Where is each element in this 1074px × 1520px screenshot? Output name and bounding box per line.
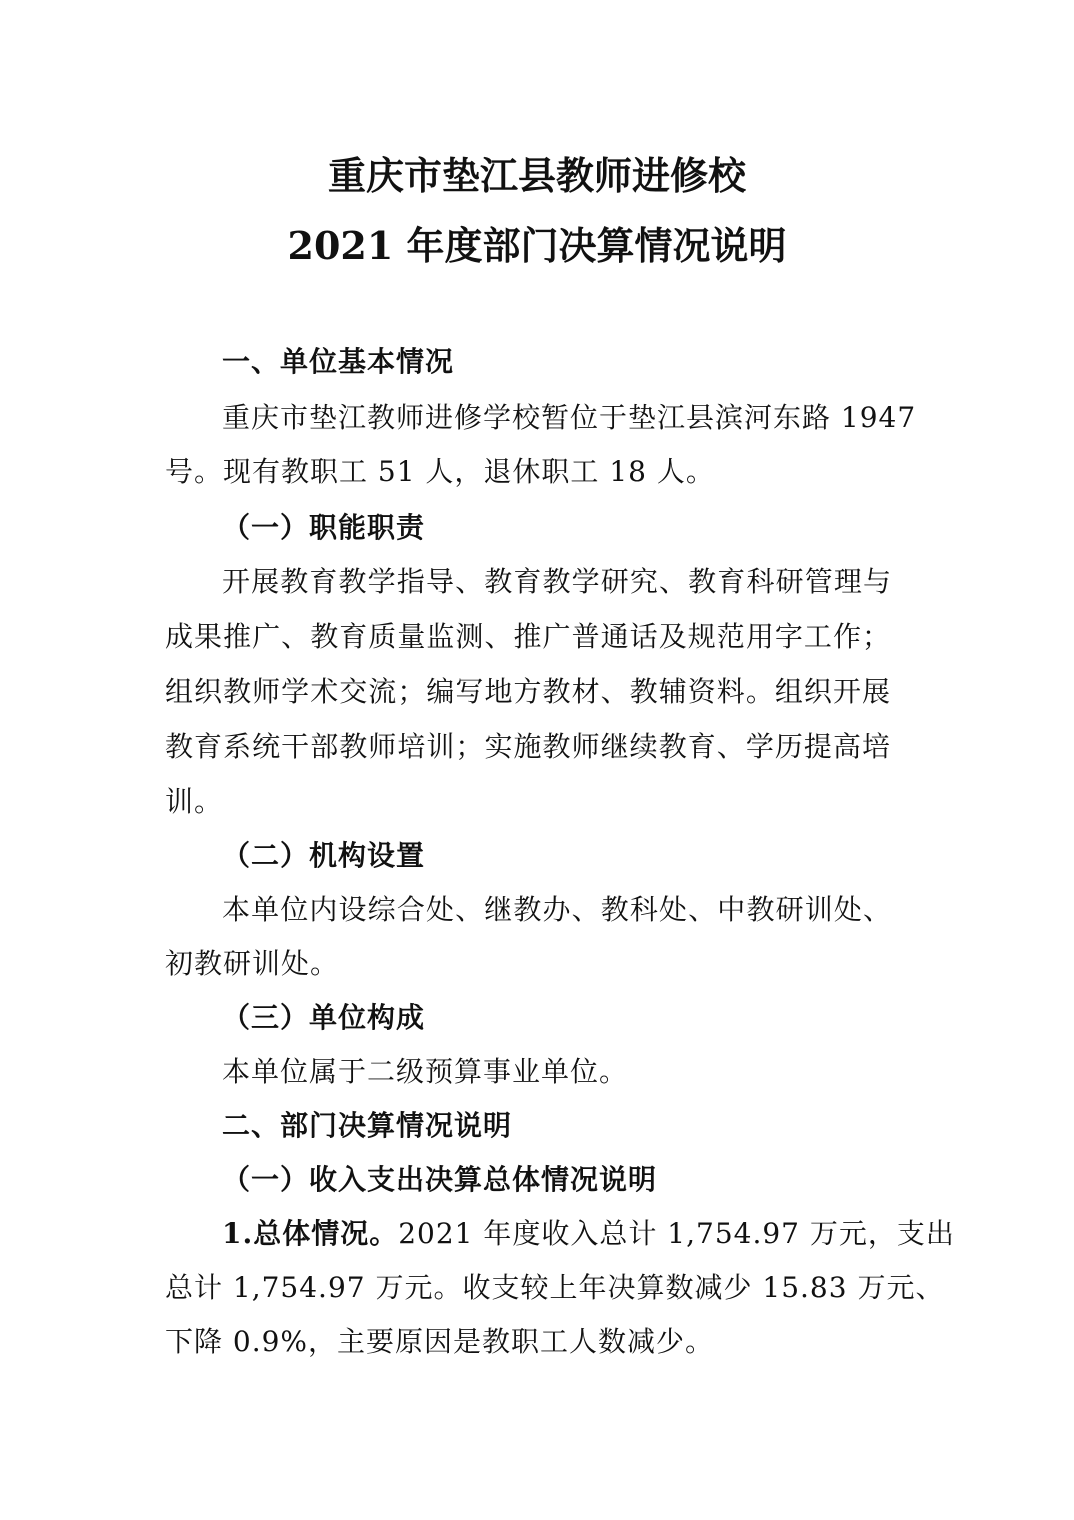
section2-sub1-line2: 总计 1,754.97 万元。收支较上年决算数减少 15.83 万元、 [165, 1271, 945, 1304]
section2-sub1-heading: （一）收入支出决算总体情况说明 [222, 1163, 658, 1196]
section2-heading: 二、部门决算情况说明 [222, 1109, 513, 1142]
section1-sub1-line5: 训。 [165, 785, 224, 818]
section1-sub2-line1: 本单位内设综合处、继教办、教科处、中教研训处、 [222, 893, 892, 926]
section1-sub3-heading: （三）单位构成 [222, 1001, 426, 1034]
section1-sub3-line1: 本单位属于二级预算事业单位。 [222, 1055, 629, 1088]
section1-sub1-line3: 组织教师学术交流；编写地方教材、教辅资料。组织开展 [165, 675, 891, 708]
overall-situation-line1-rest: 2021 年度收入总计 1,754.97 万元，支出 [398, 1217, 955, 1250]
section1-heading: 一、单位基本情况 [222, 345, 455, 378]
section1-sub1-line1: 开展教育教学指导、教育教学研究、教育科研管理与 [222, 565, 892, 598]
section2-sub1-line1 [222, 1214, 955, 1254]
section1-sub1-line2: 成果推广、教育质量监测、推广普通话及规范用字工作； [165, 620, 891, 653]
section1-sub1-heading: （一）职能职责 [222, 511, 426, 544]
section1-intro-line1: 重庆市垫江教师进修学校暂位于垫江县滨河东路 1947 [222, 401, 917, 434]
section1-sub1-line4: 教育系统干部教师培训；实施教师继续教育、学历提高培 [165, 730, 891, 763]
section1-sub2-heading: （二）机构设置 [222, 839, 426, 872]
section2-sub1-line3: 下降 0.9%，主要原因是教职工人数减少。 [165, 1325, 715, 1358]
section1-sub2-line2: 初教研训处。 [165, 947, 340, 980]
document-title-line1: 重庆市垫江县教师进修校 [327, 153, 746, 198]
document-title-line2: 2021 年度部门决算情况说明 [287, 223, 787, 268]
section1-intro-line2: 号。现有教职工 51 人，退休职工 18 人。 [165, 455, 715, 488]
overall-situation-lead: 1.总体情况。 [222, 1217, 399, 1250]
